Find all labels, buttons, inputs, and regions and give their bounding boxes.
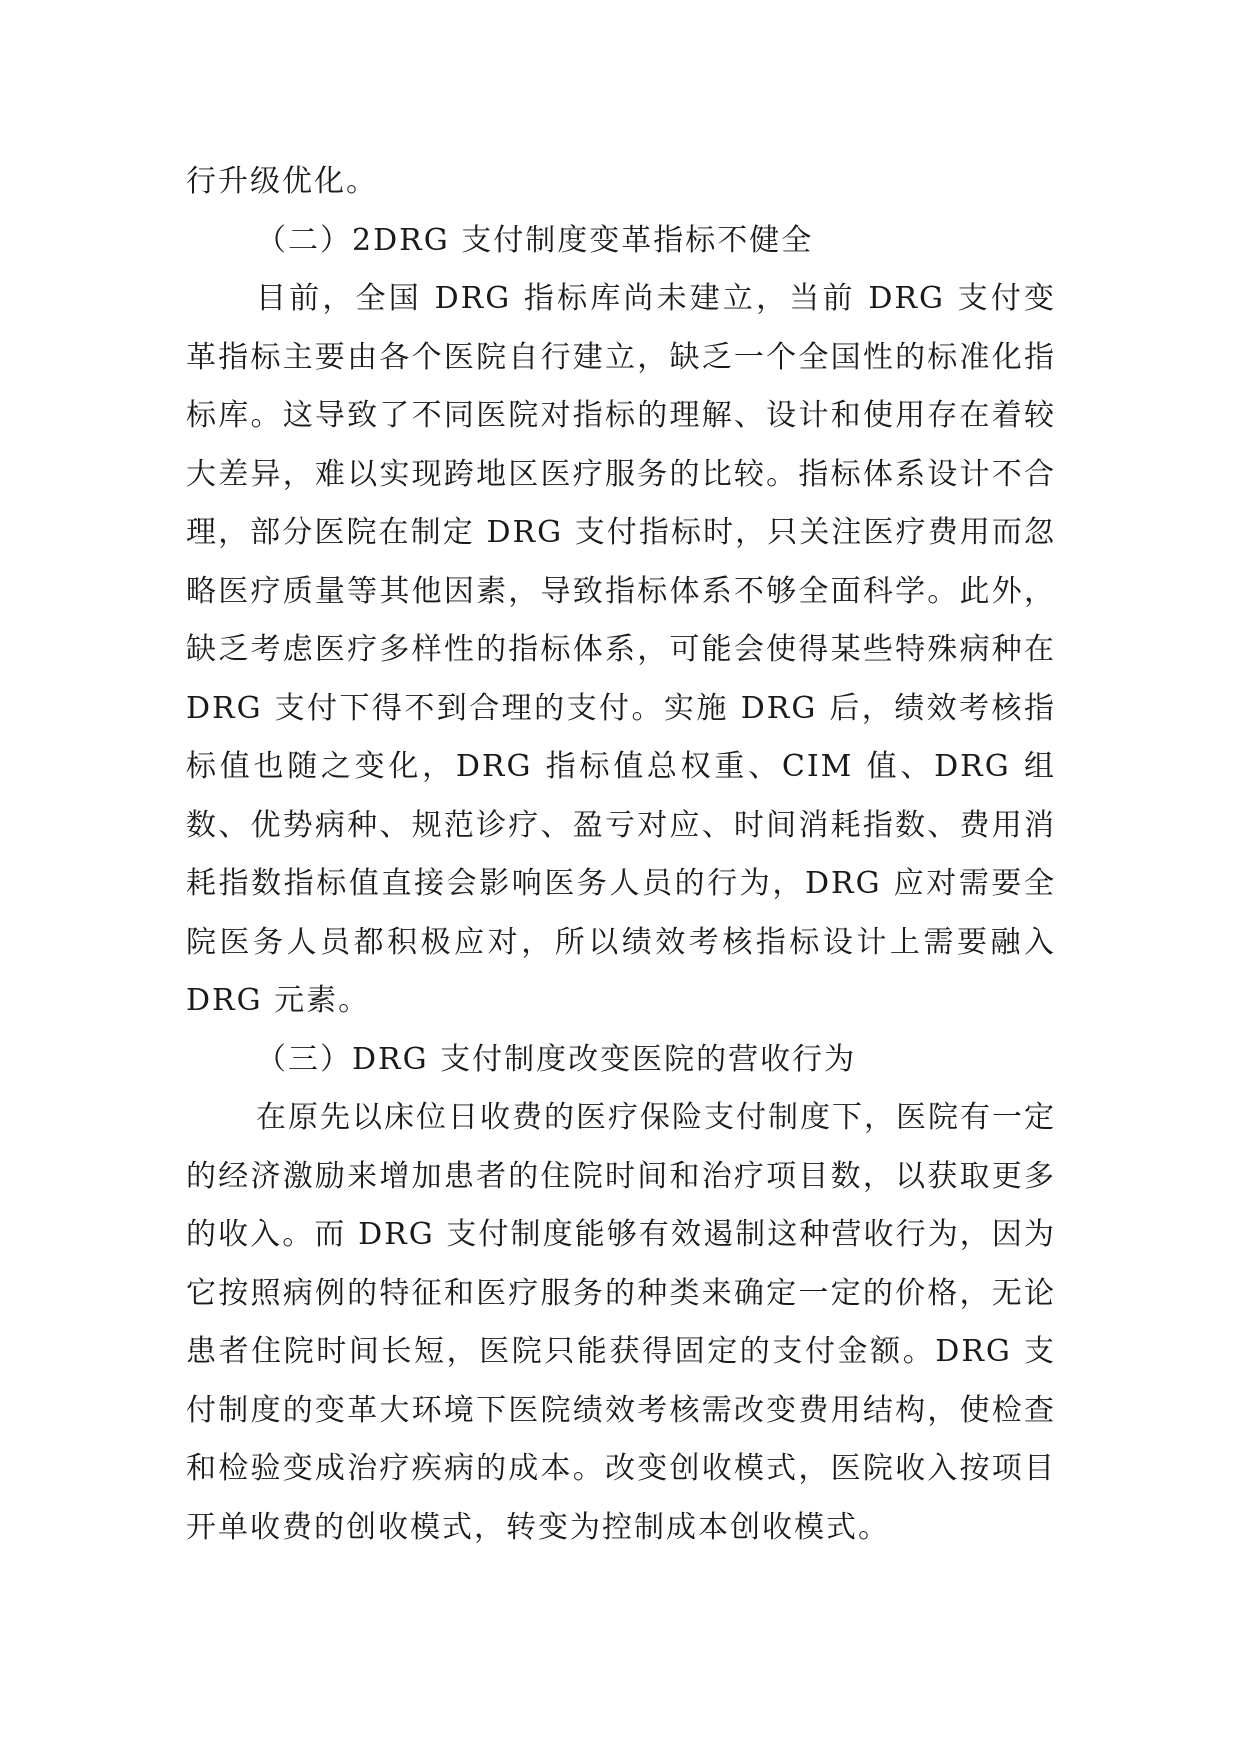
paragraph-continuation: 行升级优化。 bbox=[186, 164, 378, 199]
section-heading-3: （三）DRG 支付制度改变医院的营收行为 bbox=[256, 1041, 857, 1077]
paragraph-drg-indicators: 目前，全国 DRG 指标库尚未建立，当前 DRG 支付变革指标主要由各个医院自行建立，缺乏一个全国性的标准化指标库。这导致了不同医院对指标的理解、设计和使用存在着较大差异，难以实现跨地区医疗服务的比较。指标体系设计不合理，部分医院在制定 DRG 支付指标时，只关注医疗费用而忽略医疗质量等其他因素，导致指标体系不够全面科学。此外，缺乏考虑医疗多样性的指标体系，可能会使得某些特殊病种在 DRG 支付下得不到合理的支付。实施 DRG 后，绩效考核指标值也随之变化，DRG 指标值总权重、CIM 值、DRG 组数、优势病种、规范诊疗、盈亏对应、时间消耗指数、费用消耗指数指标值直接会影响医务人员的行为，DRG 应对需要全院医务人员都积极应对，所以绩效考核指标设计上需要融入 DRG 元素。 bbox=[186, 281, 1056, 1018]
paragraph-drg-revenue: 在原先以床位日收费的医疗保险支付制度下，医院有一定的经济激励来增加患者的住院时间和治疗项目数，以获取更多的收入。而 DRG 支付制度能够有效遏制这种营收行为，因为它按照病例的特征和医疗服务的种类来确定一定的价格，无论患者住院时间长短，医院只能获得固定的支付金额。DRG 支付制度的变革大环境下医院绩效考核需改变费用结构，使检查和检验变成治疗疾病的成本。改变创收模式，医院收入按项目开单收费的创收模式，转变为控制成本创收模式。 bbox=[186, 1100, 1056, 1545]
document-body bbox=[186, 153, 1056, 1557]
section-heading-2: （二）2DRG 支付制度变革指标不健全 bbox=[256, 222, 814, 258]
